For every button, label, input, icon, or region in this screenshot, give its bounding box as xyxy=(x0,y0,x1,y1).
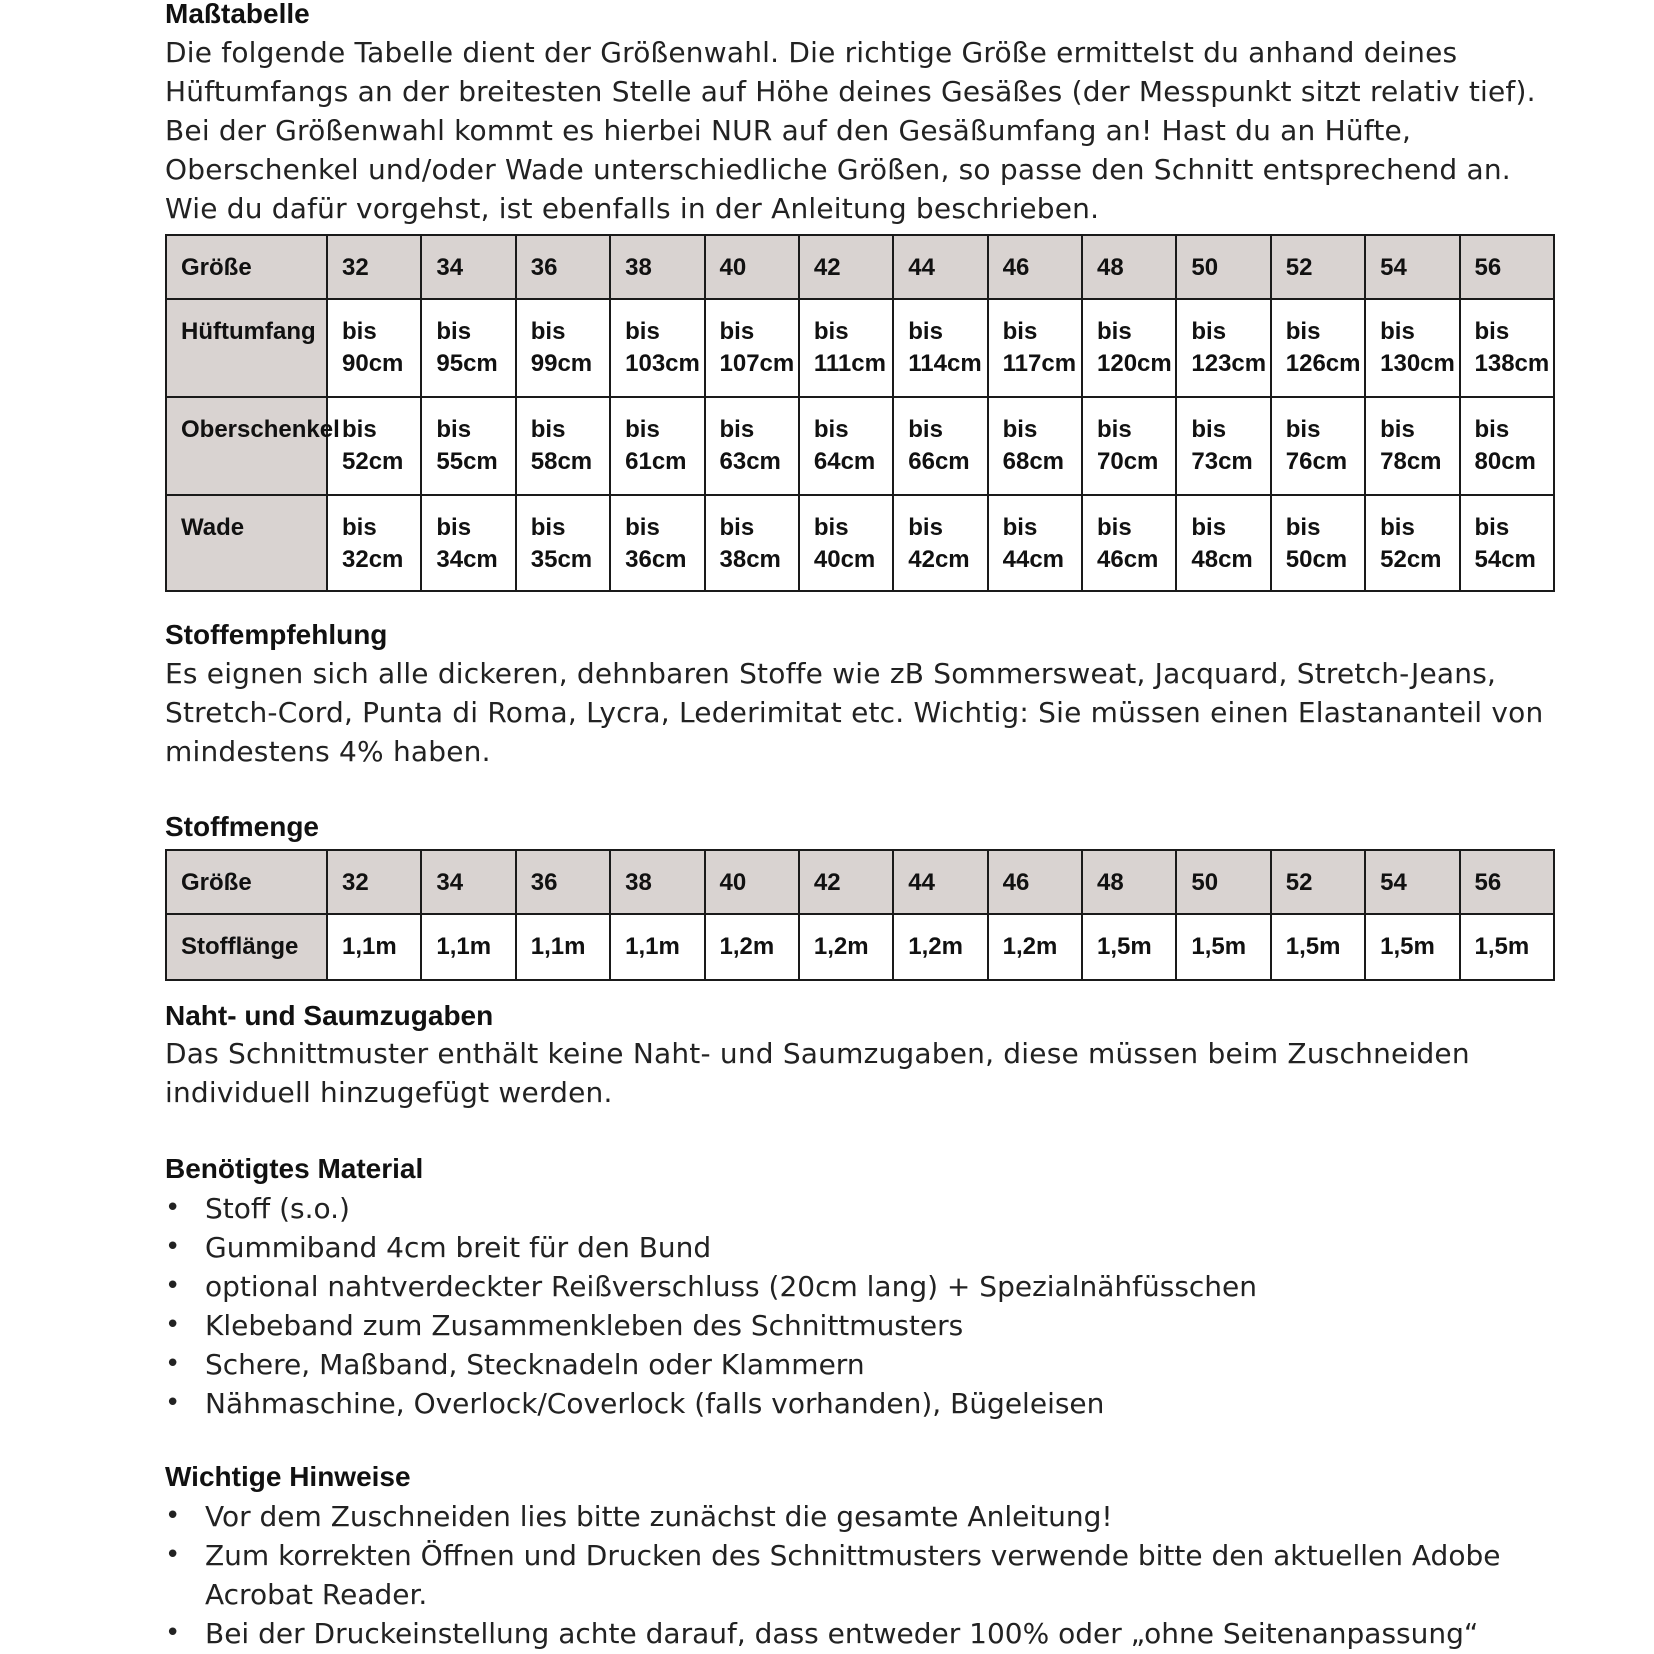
size-header-cell: 56 xyxy=(1460,850,1555,914)
table-row xyxy=(166,495,1554,591)
bullet-icon: • xyxy=(165,1540,181,1570)
table-cell: bis 111cm xyxy=(799,299,893,397)
table-cell: 1,1m xyxy=(610,914,704,980)
bullet-icon: • xyxy=(165,1193,181,1223)
size-header-cell: 52 xyxy=(1271,235,1365,299)
bullet-icon: • xyxy=(165,1501,181,1531)
text-line: individuell hinzugefügt werden. xyxy=(165,1076,613,1109)
table-cell: bis 114cm xyxy=(893,299,987,397)
table-cell: bis 120cm xyxy=(1082,299,1176,397)
fabric-amount-table xyxy=(165,849,1555,981)
table-cell: bis 99cm xyxy=(516,299,610,397)
table-cell: 1,5m xyxy=(1271,914,1365,980)
size-header-cell: 50 xyxy=(1176,850,1270,914)
table-cell: bis 55cm xyxy=(421,397,515,495)
size-header-cell: 32 xyxy=(327,235,421,299)
table-cell: bis 130cm xyxy=(1365,299,1459,397)
table-row xyxy=(166,397,1554,495)
size-header-cell: 36 xyxy=(516,850,610,914)
table-cell: bis 117cm xyxy=(988,299,1082,397)
fabric-table-header-row xyxy=(166,850,1554,914)
bullet-icon: • xyxy=(165,1310,181,1340)
size-header-cell: 36 xyxy=(516,235,610,299)
table-cell: 1,5m xyxy=(1365,914,1459,980)
table-cell: bis 42cm xyxy=(893,495,987,591)
section-title-stoffmenge: Stoffmenge xyxy=(165,811,319,842)
size-header-cell: 50 xyxy=(1176,235,1270,299)
size-table xyxy=(165,234,1555,592)
size-header-cell: 46 xyxy=(988,850,1082,914)
table-cell: bis 76cm xyxy=(1271,397,1365,495)
size-header-cell: 48 xyxy=(1082,850,1176,914)
list-item: • Schere, Maßband, Stecknadeln oder Klammern xyxy=(165,1345,1257,1384)
text-line: Wie du dafür vorgehst, ist ebenfalls in der Anleitung beschrieben. xyxy=(165,192,1100,225)
size-table-header-label: Größe xyxy=(166,235,327,299)
bullet-icon: • xyxy=(165,1349,181,1379)
row-label-stofflaenge: Stofflänge xyxy=(166,914,327,980)
text-line: Das Schnittmuster enthält keine Naht- und Saumzugaben, diese müssen beim Zuschneiden xyxy=(165,1037,1470,1070)
material-list xyxy=(165,1189,1257,1423)
size-header-cell: 32 xyxy=(327,850,421,914)
table-cell: bis 35cm xyxy=(516,495,610,591)
table-cell: 1,2m xyxy=(799,914,893,980)
table-cell: bis 34cm xyxy=(421,495,515,591)
list-item: • Bei der Druckeinstellung achte darauf, dass entweder 100% oder „ohne Seitenanpassung“ xyxy=(165,1614,1500,1653)
bullet-icon: • xyxy=(165,1232,181,1262)
table-cell: bis 70cm xyxy=(1082,397,1176,495)
table-cell: bis 68cm xyxy=(988,397,1082,495)
text-line: Bei der Größenwahl kommt es hierbei NUR auf den Gesäßumfang an! Hast du an Hüfte, xyxy=(165,114,1412,147)
row-label-oberschenkel: Oberschenkel xyxy=(166,397,327,495)
list-item: • Nähmaschine, Overlock/Coverlock (falls vorhanden), Bügeleisen xyxy=(165,1384,1257,1423)
bullet-icon: • xyxy=(165,1618,181,1648)
table-row xyxy=(166,299,1554,397)
size-header-cell: 52 xyxy=(1271,850,1365,914)
size-header-cell: 46 xyxy=(988,235,1082,299)
text-line: Es eignen sich alle dickeren, dehnbaren Stoffe wie zB Sommersweat, Jacquard, Stretch-Jeans, xyxy=(165,657,1497,690)
size-header-cell: 42 xyxy=(799,850,893,914)
masstabelle-intro xyxy=(165,33,1536,228)
list-item: • Gummiband 4cm breit für den Bund xyxy=(165,1228,1257,1267)
table-cell: bis 90cm xyxy=(327,299,421,397)
stoffempfehlung-text xyxy=(165,654,1543,771)
size-header-cell: 44 xyxy=(893,235,987,299)
table-cell: 1,5m xyxy=(1460,914,1555,980)
table-cell: bis 123cm xyxy=(1176,299,1270,397)
bullet-icon: • xyxy=(165,1388,181,1418)
size-header-cell: 34 xyxy=(421,850,515,914)
table-cell: bis 73cm xyxy=(1176,397,1270,495)
list-item: • Stoff (s.o.) xyxy=(165,1189,1257,1228)
size-header-cell: 34 xyxy=(421,235,515,299)
table-cell: bis 52cm xyxy=(327,397,421,495)
table-cell: bis 80cm xyxy=(1460,397,1555,495)
table-cell: bis 64cm xyxy=(799,397,893,495)
nahtzugaben-text xyxy=(165,1034,1470,1112)
table-cell: 1,2m xyxy=(893,914,987,980)
table-cell: bis 58cm xyxy=(516,397,610,495)
section-title-hinweise: Wichtige Hinweise xyxy=(165,1461,411,1492)
table-cell: 1,5m xyxy=(1082,914,1176,980)
list-item: • Klebeband zum Zusammenkleben des Schnittmusters xyxy=(165,1306,1257,1345)
size-header-cell: 44 xyxy=(893,850,987,914)
table-cell: 1,2m xyxy=(705,914,799,980)
table-cell: 1,1m xyxy=(516,914,610,980)
section-title-material: Benötigtes Material xyxy=(165,1153,424,1184)
text-line: mindestens 4% haben. xyxy=(165,735,491,768)
table-cell: bis 44cm xyxy=(988,495,1082,591)
section-title-nahtzugaben: Naht- und Saumzugaben xyxy=(165,1000,494,1031)
table-cell: bis 46cm xyxy=(1082,495,1176,591)
table-cell: bis 54cm xyxy=(1460,495,1555,591)
table-cell: 1,2m xyxy=(988,914,1082,980)
fabric-table-header-label: Größe xyxy=(166,850,327,914)
table-cell: bis 36cm xyxy=(610,495,704,591)
row-label-wade: Wade xyxy=(166,495,327,591)
text-line: Stretch-Cord, Punta di Roma, Lycra, Lederimitat etc. Wichtig: Sie müssen einen Elastananteil von xyxy=(165,696,1544,729)
table-cell: bis 63cm xyxy=(705,397,799,495)
row-label-hueftumfang: Hüftumfang xyxy=(166,299,327,397)
table-cell: bis 78cm xyxy=(1365,397,1459,495)
table-cell: bis 66cm xyxy=(893,397,987,495)
table-cell: bis 126cm xyxy=(1271,299,1365,397)
size-header-cell: 38 xyxy=(610,850,704,914)
text-line: Oberschenkel und/oder Wade unterschiedliche Größen, so passe den Schnitt entsprechend an. xyxy=(165,153,1511,186)
bullet-icon: • xyxy=(165,1271,181,1301)
table-cell: bis 48cm xyxy=(1176,495,1270,591)
list-item: • Zum korrekten Öffnen und Drucken des Schnittmusters verwende bitte den aktuellen Adobe Acrobat Reader. xyxy=(165,1536,1500,1614)
size-table-header-row xyxy=(166,235,1554,299)
text-line: Hüftumfangs an der breitesten Stelle auf Höhe deines Gesäßes (der Messpunkt sitzt relativ tief). xyxy=(165,75,1536,108)
table-cell: bis 38cm xyxy=(705,495,799,591)
hinweise-list xyxy=(165,1497,1500,1653)
size-header-cell: 40 xyxy=(705,235,799,299)
size-header-cell: 54 xyxy=(1365,235,1459,299)
section-title-stoffempfehlung: Stoffempfehlung xyxy=(165,619,388,650)
table-cell: bis 95cm xyxy=(421,299,515,397)
table-cell: bis 138cm xyxy=(1460,299,1555,397)
list-item: • optional nahtverdeckter Reißverschluss (20cm lang) + Spezialnähfüsschen xyxy=(165,1267,1257,1306)
table-cell: bis 103cm xyxy=(610,299,704,397)
table-cell: 1,5m xyxy=(1176,914,1270,980)
list-item: • Vor dem Zuschneiden lies bitte zunächst die gesamte Anleitung! xyxy=(165,1497,1500,1536)
table-cell: bis 40cm xyxy=(799,495,893,591)
table-cell: bis 50cm xyxy=(1271,495,1365,591)
table-cell: bis 32cm xyxy=(327,495,421,591)
section-title-masstabelle: Maßtabelle xyxy=(165,0,310,29)
size-header-cell: 40 xyxy=(705,850,799,914)
text-line: Die folgende Tabelle dient der Größenwahl. Die richtige Größe ermittelst du anhand deines xyxy=(165,36,1458,69)
table-cell: bis 61cm xyxy=(610,397,704,495)
table-cell: bis 52cm xyxy=(1365,495,1459,591)
size-header-cell: 38 xyxy=(610,235,704,299)
size-header-cell: 42 xyxy=(799,235,893,299)
size-header-cell: 48 xyxy=(1082,235,1176,299)
table-cell: 1,1m xyxy=(421,914,515,980)
table-cell: 1,1m xyxy=(327,914,421,980)
table-row xyxy=(166,914,1554,980)
size-header-cell: 56 xyxy=(1460,235,1555,299)
table-cell: bis 107cm xyxy=(705,299,799,397)
size-header-cell: 54 xyxy=(1365,850,1459,914)
